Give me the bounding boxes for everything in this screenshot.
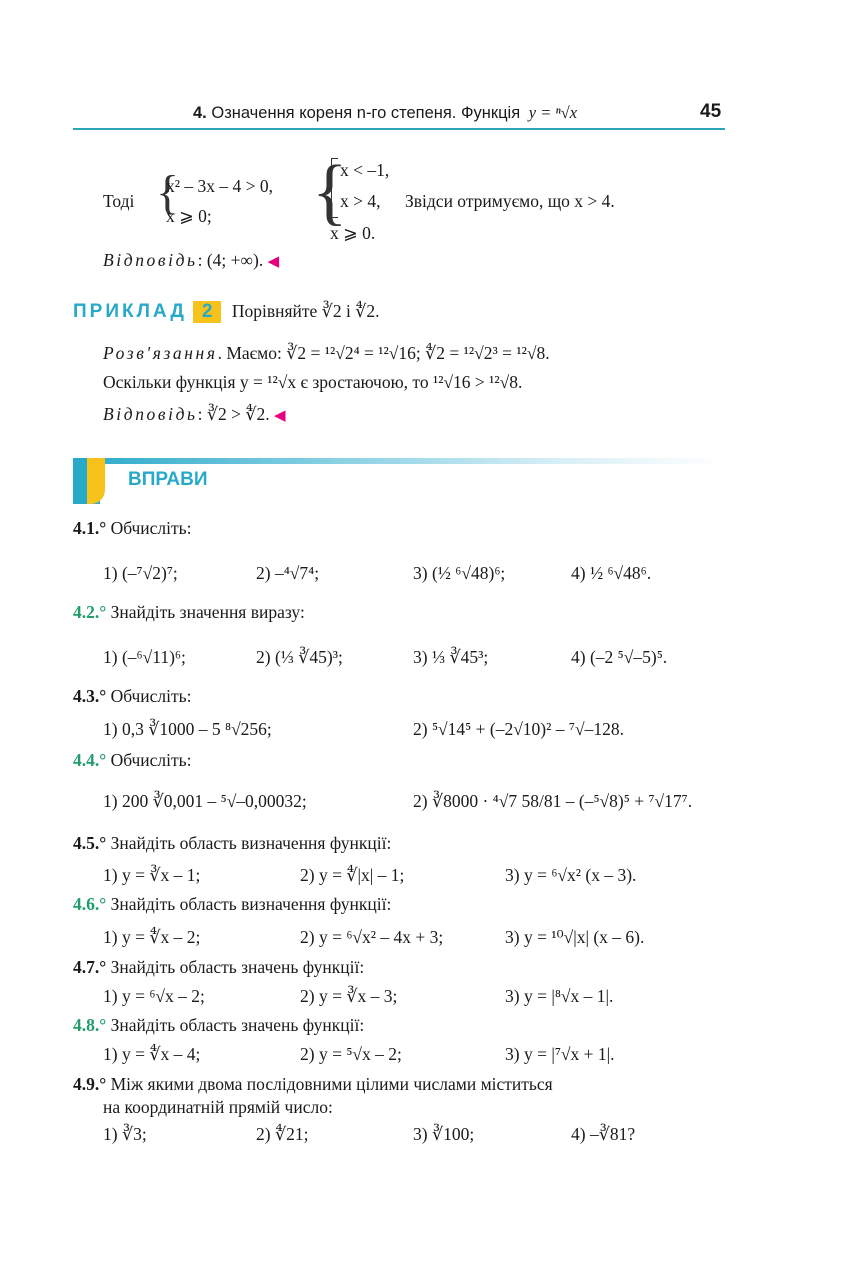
exercise-item: 3) y = ⁶√x² (x – 3). — [505, 865, 637, 885]
exercise-4-9 — [73, 1074, 553, 1095]
exercise-text: Обчисліть: — [110, 686, 192, 706]
system-left-2: x ⩾ 0; — [166, 206, 212, 226]
exercise-text: Обчисліть: — [110, 518, 192, 538]
exercise-item: 1) (–⁶√11)⁶; — [103, 647, 186, 667]
exercise-4-3 — [73, 686, 192, 707]
example-label: ПРИКЛАД — [73, 301, 187, 322]
banner-yellow-tab — [87, 458, 105, 504]
example-solution-line-1 — [103, 343, 550, 364]
exercise-4-4 — [73, 750, 192, 771]
exercise-text: Знайдіть значення виразу: — [110, 602, 305, 622]
exercise-item: 1) y = ⁶√x – 2; — [103, 986, 205, 1006]
exercise-number: 4.2.° — [73, 602, 107, 622]
exercise-item: 1) y = ∛x – 1; — [103, 865, 201, 885]
exercise-4-2 — [73, 602, 305, 623]
exercise-item: 3) y = ¹⁰√|x| (x – 6). — [505, 927, 645, 947]
exercise-item: 4) –∛81? — [571, 1124, 636, 1144]
section-number: 4. — [193, 104, 207, 122]
exercise-text: Знайдіть область визначення функції: — [110, 833, 392, 853]
answer-line-1 — [103, 250, 279, 271]
example-number: 2 — [193, 301, 222, 323]
answer-label-2: Відповідь — [103, 404, 198, 424]
union-bracket — [331, 158, 338, 218]
exercise-text: Обчисліть: — [110, 750, 192, 770]
exercise-4-8 — [73, 1015, 364, 1036]
exercise-item: 3) ⅓ ∛45³; — [413, 647, 489, 667]
exercise-text: Між якими двома послідовними цілими числами міститься — [110, 1074, 553, 1094]
exercise-item: 2) (⅓ ∛45)³; — [256, 647, 343, 667]
exercise-number: 4.4.° — [73, 750, 107, 770]
exercise-number: 4.7.° — [73, 957, 107, 977]
exercise-item: 1) 200 ∛0,001 – ⁵√–0,00032; — [103, 791, 307, 811]
exercise-number: 4.9.° — [73, 1074, 107, 1094]
exercise-item: 3) (½ ⁶√48)⁶; — [413, 563, 506, 583]
exercise-4-1 — [73, 518, 192, 539]
todi-word: Тоді — [103, 191, 135, 211]
exercise-text: Знайдіть область визначення функції: — [110, 894, 392, 914]
exercise-item: 2) y = ∜|x| – 1; — [300, 865, 405, 885]
exercise-item: 2) ∛8000 · ⁴√7 58/81 – (–⁵√8)⁵ + ⁷√17⁷. — [413, 791, 693, 811]
right-brace: { — [312, 151, 348, 233]
answer-value: : (4; +∞). — [197, 250, 264, 270]
exercise-item: 2) y = ⁶√x² – 4x + 3; — [300, 927, 444, 947]
exercise-text: Знайдіть область значень функції: — [110, 1015, 365, 1035]
example-solution-line-2: Оскільки функція y = ¹²√x є зростаючою, то ¹²√16 > ¹²√8. — [103, 372, 523, 392]
page-number: 45 — [700, 101, 722, 122]
end-marker-icon: ◀ — [267, 254, 280, 270]
end-marker-icon: ◀ — [274, 408, 286, 424]
system-right-2: x > 4, — [340, 191, 381, 211]
example-task: Порівняйте ∛2 і ∜2. — [231, 301, 380, 321]
exercise-item: 2) –⁴√7⁴; — [256, 563, 320, 583]
exercise-number: 4.8.° — [73, 1015, 107, 1035]
exercise-text: Знайдіть область значень функції: — [110, 957, 365, 977]
answer-line-2 — [103, 404, 286, 425]
header-formula: y = ⁿ√x — [528, 103, 578, 122]
system-right-1: x < –1, — [340, 160, 390, 180]
example-heading — [73, 301, 379, 323]
header-rule — [73, 128, 725, 130]
exercise-text-cont: на координатній прямій число: — [103, 1097, 333, 1117]
exercise-4-7 — [73, 957, 364, 978]
section-title: ВПРАВИ — [128, 469, 208, 490]
system-right-3: x ⩾ 0. — [330, 223, 376, 243]
conclusion-text: Звідси отримуємо, що x > 4. — [405, 191, 615, 211]
exercise-item: 2) ∜21; — [256, 1124, 309, 1144]
exercise-item: 2) y = ∛x – 3; — [300, 986, 398, 1006]
exercise-4-5 — [73, 833, 391, 854]
solution-label: Розв'язання — [103, 343, 218, 363]
left-brace: { — [156, 166, 180, 219]
exercise-item: 4) ½ ⁶√48⁶. — [571, 563, 652, 583]
exercise-item: 1) 0,3 ∛1000 – 5 ⁸√256; — [103, 719, 272, 739]
exercise-item: 1) y = ∜x – 4; — [103, 1044, 201, 1064]
system-left-1: x² – 3x – 4 > 0, — [166, 176, 273, 196]
exercise-item: 1) (–⁷√2)⁷; — [103, 563, 178, 583]
exercise-item: 3) ∛100; — [413, 1124, 475, 1144]
exercise-item: 1) ∛3; — [103, 1124, 147, 1144]
exercise-number: 4.6.° — [73, 894, 107, 914]
exercise-item: 1) y = ∜x – 2; — [103, 927, 201, 947]
exercise-number: 4.3.° — [73, 686, 107, 706]
exercise-number: 4.5.° — [73, 833, 107, 853]
exercise-number: 4.1.° — [73, 518, 107, 538]
exercise-item: 2) y = ⁵√x – 2; — [300, 1044, 402, 1064]
exercise-item: 3) y = |⁷√x + 1|. — [505, 1044, 615, 1064]
exercise-4-6 — [73, 894, 391, 915]
exercise-item: 4) (–2 ⁵√–5)⁵. — [571, 647, 668, 667]
answer-value-2: : ∛2 > ∜2. — [197, 404, 270, 424]
running-header — [193, 103, 577, 123]
solution-text-1: . Маємо: ∛2 = ¹²√2⁴ = ¹²√16; ∜2 = ¹²√2³ = ¹²√8. — [217, 343, 550, 363]
exercise-item: 2) ⁵√14⁵ + (–2√10)² – ⁷√–128. — [413, 719, 624, 739]
section-title: Означення кореня n-го степеня. Функція — [211, 104, 521, 122]
banner-blue-bar — [73, 458, 87, 504]
answer-label: Відповідь — [103, 250, 198, 270]
exercise-item: 3) y = |⁸√x – 1|. — [505, 986, 614, 1006]
